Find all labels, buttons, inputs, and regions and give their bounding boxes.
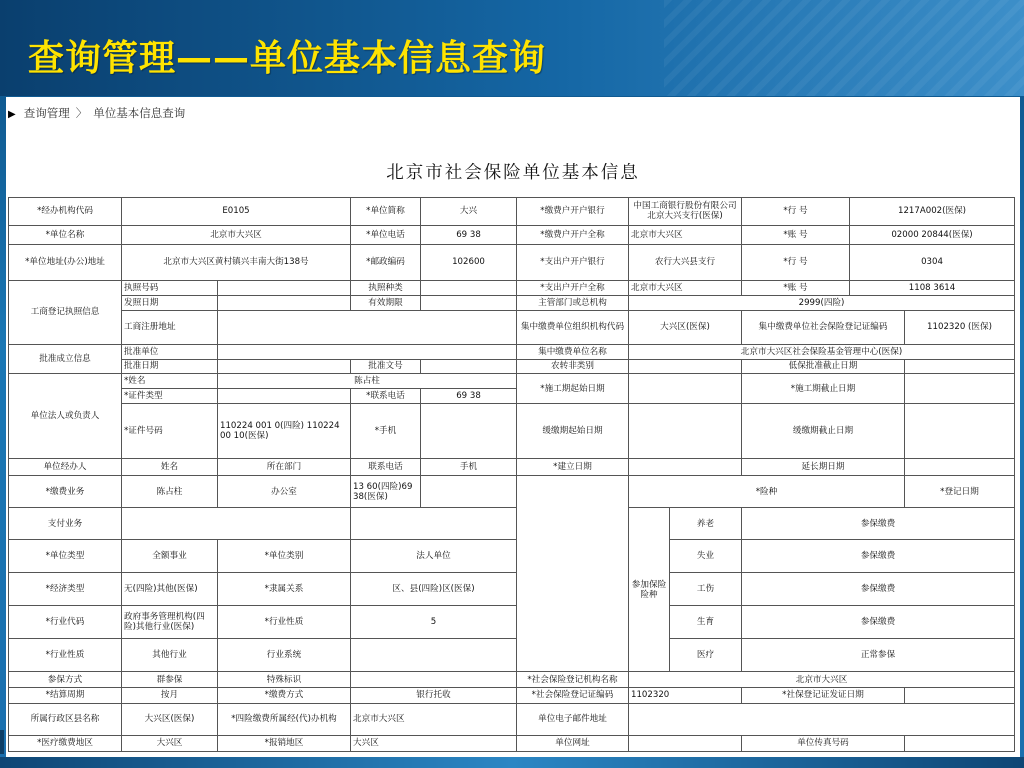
field-label: *医疗缴费地区 xyxy=(9,735,122,751)
field-label: *单位名称 xyxy=(9,225,122,244)
table-row xyxy=(9,639,1015,672)
field-label: 批准文号 xyxy=(351,359,421,374)
section-label: 单位法人或负责人 xyxy=(9,374,122,459)
field-label: 发照日期 xyxy=(122,295,218,310)
table-row xyxy=(9,310,1015,344)
field-value xyxy=(629,404,742,459)
field-label: 集中缴费单位社会保险登记证编码 xyxy=(742,310,905,344)
field-value: 其他行业 xyxy=(122,639,218,672)
field-label: 参加保险险种 xyxy=(629,508,670,672)
table-row xyxy=(9,280,1015,295)
field-label: 批准单位 xyxy=(122,344,218,359)
field-value: 5 xyxy=(351,606,517,639)
field-label: 延长期日期 xyxy=(742,459,905,476)
field-value: 区、县(四险)区(医保) xyxy=(351,573,517,606)
insurance-type: 失业 xyxy=(670,540,742,573)
column-header: 手机 xyxy=(421,459,517,476)
field-value: 群参保 xyxy=(122,672,218,688)
table-row xyxy=(9,703,1015,735)
table-row xyxy=(9,198,1015,226)
field-value xyxy=(905,459,1015,476)
table-row xyxy=(9,476,1015,508)
field-value xyxy=(629,374,742,404)
field-label: *报销地区 xyxy=(218,735,351,751)
field-label: 支付业务 xyxy=(9,508,122,540)
field-value: 法人单位 xyxy=(351,540,517,573)
field-value xyxy=(122,508,351,540)
column-header: *险种 xyxy=(629,476,905,508)
field-value: 银行托收 xyxy=(351,687,517,703)
table-row xyxy=(9,606,1015,639)
field-label: *行 号 xyxy=(742,244,850,280)
field-value: 全额事业 xyxy=(122,540,218,573)
field-value: 无(四险)其他(医保) xyxy=(122,573,218,606)
field-value xyxy=(218,295,351,310)
field-label: *社保登记证发证日期 xyxy=(742,687,905,703)
table-row xyxy=(9,508,1015,540)
field-value xyxy=(421,476,517,508)
field-value: 大兴区 xyxy=(351,735,517,751)
field-value xyxy=(629,459,742,476)
field-value: 大兴区(医保) xyxy=(122,703,218,735)
field-value: 北京市大兴区黄村镇兴丰南大街138号 xyxy=(122,244,351,280)
field-value: 69 38 xyxy=(421,389,517,404)
field-value xyxy=(905,404,1015,459)
field-value: 农行大兴县支行 xyxy=(629,244,742,280)
field-label: *支出户开户全称 xyxy=(517,280,629,295)
field-value: 按月 xyxy=(122,687,218,703)
table-row xyxy=(9,540,1015,573)
table-row xyxy=(9,687,1015,703)
left-edge-marker xyxy=(0,730,4,754)
insurance-status: 参保缴费 xyxy=(742,508,1015,540)
table-row xyxy=(9,374,1015,389)
field-label: 批准日期 xyxy=(122,359,218,374)
field-value: 中国工商银行股份有限公司北京大兴支行(医保) xyxy=(629,198,742,226)
field-label: 农转非类别 xyxy=(517,359,629,374)
field-label: 执照号码 xyxy=(122,280,218,295)
insurance-type: 医疗 xyxy=(670,639,742,672)
field-value: 110224 001 0(四险) 110224 00 10(医保) xyxy=(218,404,351,459)
field-label: *单位简称 xyxy=(351,198,421,226)
field-value: 1102320 xyxy=(629,687,742,703)
field-label: *行 号 xyxy=(742,198,850,226)
field-value xyxy=(421,280,517,295)
field-value: 02000 20844(医保) xyxy=(850,225,1015,244)
insurance-type: 工伤 xyxy=(670,573,742,606)
field-value: 2999(四险) xyxy=(629,295,1015,310)
field-value: 陈占柱 xyxy=(122,476,218,508)
field-value xyxy=(218,310,517,344)
field-value: 1102320 (医保) xyxy=(905,310,1015,344)
field-value xyxy=(905,687,1015,703)
field-value: 北京市大兴区 xyxy=(629,280,742,295)
field-label: *缴费户开户全称 xyxy=(517,225,629,244)
field-label: 行业系统 xyxy=(218,639,351,672)
field-value: 大兴区(医保) xyxy=(629,310,742,344)
table-row xyxy=(9,359,1015,374)
field-label: *单位类型 xyxy=(9,540,122,573)
field-value xyxy=(517,476,629,672)
insurance-status: 参保缴费 xyxy=(742,606,1015,639)
field-value: 1217A002(医保) xyxy=(850,198,1015,226)
field-label: *社会保险登记证编码 xyxy=(517,687,629,703)
column-header: 所在部门 xyxy=(218,459,351,476)
table-row xyxy=(9,672,1015,688)
field-label: *行业性质 xyxy=(9,639,122,672)
column-header: *登记日期 xyxy=(905,476,1015,508)
field-label: 缓缴期截止日期 xyxy=(742,404,905,459)
field-label: *施工期起始日期 xyxy=(517,374,629,404)
field-value: 陈占柱 xyxy=(218,374,517,389)
field-label: *隶属关系 xyxy=(218,573,351,606)
field-value: 北京市大兴区 xyxy=(122,225,351,244)
field-label: *联系电话 xyxy=(351,389,421,404)
field-label: *缴费户开户银行 xyxy=(517,198,629,226)
table-row xyxy=(9,459,1015,476)
field-value: 北京市大兴区 xyxy=(351,703,517,735)
insurance-status: 参保缴费 xyxy=(742,573,1015,606)
content-panel xyxy=(6,97,1020,757)
breadcrumb-root[interactable]: 查询管理 xyxy=(23,106,70,120)
field-value xyxy=(421,359,517,374)
field-label: 单位传真号码 xyxy=(742,735,905,751)
insurance-status: 参保缴费 xyxy=(742,540,1015,573)
form-title: 北京市社会保险单位基本信息 xyxy=(386,163,640,183)
field-value xyxy=(218,344,517,359)
field-value xyxy=(905,735,1015,751)
field-label: *手机 xyxy=(351,404,421,459)
field-value xyxy=(421,295,517,310)
field-label: *单位地址(办公)地址 xyxy=(9,244,122,280)
field-label: *建立日期 xyxy=(517,459,629,476)
field-label: 所属行政区县名称 xyxy=(9,703,122,735)
field-label: *经济类型 xyxy=(9,573,122,606)
field-value xyxy=(629,703,1015,735)
field-value: 办公室 xyxy=(218,476,351,508)
field-value xyxy=(905,374,1015,404)
field-value: 0304 xyxy=(850,244,1015,280)
field-value: 北京市大兴区 xyxy=(629,672,1015,688)
field-value: 北京市大兴区 xyxy=(629,225,742,244)
field-label: 集中缴费单位名称 xyxy=(517,344,629,359)
slide-title: 查询管理——单位基本信息查询 xyxy=(28,38,547,79)
field-label: *结算周期 xyxy=(9,687,122,703)
field-label: 参保方式 xyxy=(9,672,122,688)
field-label: *邮政编码 xyxy=(351,244,421,280)
field-label: *行业代码 xyxy=(9,606,122,639)
field-value xyxy=(218,389,351,404)
field-value xyxy=(629,359,742,374)
column-header: 姓名 xyxy=(122,459,218,476)
field-label: *账 号 xyxy=(742,280,850,295)
insurance-type: 养老 xyxy=(670,508,742,540)
field-label: *社会保险登记机构名称 xyxy=(517,672,629,688)
field-label: 单位网址 xyxy=(517,735,629,751)
field-label: *支出户开户银行 xyxy=(517,244,629,280)
table-row xyxy=(9,344,1015,359)
field-value xyxy=(629,735,742,751)
table-row xyxy=(9,404,1015,459)
field-value: 13 60(四险)69 38(医保) xyxy=(351,476,421,508)
field-label: *缴费业务 xyxy=(9,476,122,508)
field-value: 大兴区 xyxy=(122,735,218,751)
column-header: 联系电话 xyxy=(351,459,421,476)
insurance-type: 生育 xyxy=(670,606,742,639)
play-arrow-icon: ▶ xyxy=(8,109,16,120)
table-row xyxy=(9,735,1015,751)
field-label: *单位类别 xyxy=(218,540,351,573)
breadcrumb-separator: 〉 xyxy=(75,106,88,120)
table-row xyxy=(9,573,1015,606)
field-label: *经办机构代码 xyxy=(9,198,122,226)
field-label: *单位电话 xyxy=(351,225,421,244)
breadcrumb-current: 单位基本信息查询 xyxy=(93,106,186,120)
field-label: *行业性质 xyxy=(218,606,351,639)
section-label: 单位经办人 xyxy=(9,459,122,476)
field-value xyxy=(351,639,517,672)
field-label: *施工期截止日期 xyxy=(742,374,905,404)
field-label: 集中缴费单位组织机构代码 xyxy=(517,310,629,344)
unit-info-table xyxy=(8,197,1015,752)
field-label: *账 号 xyxy=(742,225,850,244)
field-label: 缓缴期起始日期 xyxy=(517,404,629,459)
field-label: 单位电子邮件地址 xyxy=(517,703,629,735)
field-value: 北京市大兴区社会保险基金管理中心(医保) xyxy=(629,344,1015,359)
section-label: 批准成立信息 xyxy=(9,344,122,374)
field-label: *四险缴费所属经(代)办机构 xyxy=(218,703,351,735)
field-label: 主管部门或总机构 xyxy=(517,295,629,310)
table-row xyxy=(9,225,1015,244)
field-value: 大兴 xyxy=(421,198,517,226)
field-value xyxy=(351,672,517,688)
breadcrumb xyxy=(8,105,185,121)
footer-bar xyxy=(0,757,1024,768)
field-label: *证件号码 xyxy=(122,404,218,459)
field-value: 1108 3614 xyxy=(850,280,1015,295)
field-value xyxy=(218,359,351,374)
field-label: 有效期限 xyxy=(351,295,421,310)
field-value: 102600 xyxy=(421,244,517,280)
section-label: 工商登记执照信息 xyxy=(9,280,122,344)
field-value xyxy=(351,508,517,540)
insurance-status: 正常参保 xyxy=(742,639,1015,672)
field-label: *缴费方式 xyxy=(218,687,351,703)
field-label: 执照种类 xyxy=(351,280,421,295)
field-value xyxy=(218,280,351,295)
field-label: *证件类型 xyxy=(122,389,218,404)
field-label: 工商注册地址 xyxy=(122,310,218,344)
field-label: 特殊标识 xyxy=(218,672,351,688)
field-label: 低保批准截止日期 xyxy=(742,359,905,374)
field-value: E0105 xyxy=(122,198,351,226)
field-value: 政府事务管理机构(四险)其他行业(医保) xyxy=(122,606,218,639)
table-row xyxy=(9,295,1015,310)
field-value xyxy=(905,359,1015,374)
table-row xyxy=(9,244,1015,280)
field-label: *姓名 xyxy=(122,374,218,389)
field-value: 69 38 xyxy=(421,225,517,244)
field-value xyxy=(421,404,517,459)
